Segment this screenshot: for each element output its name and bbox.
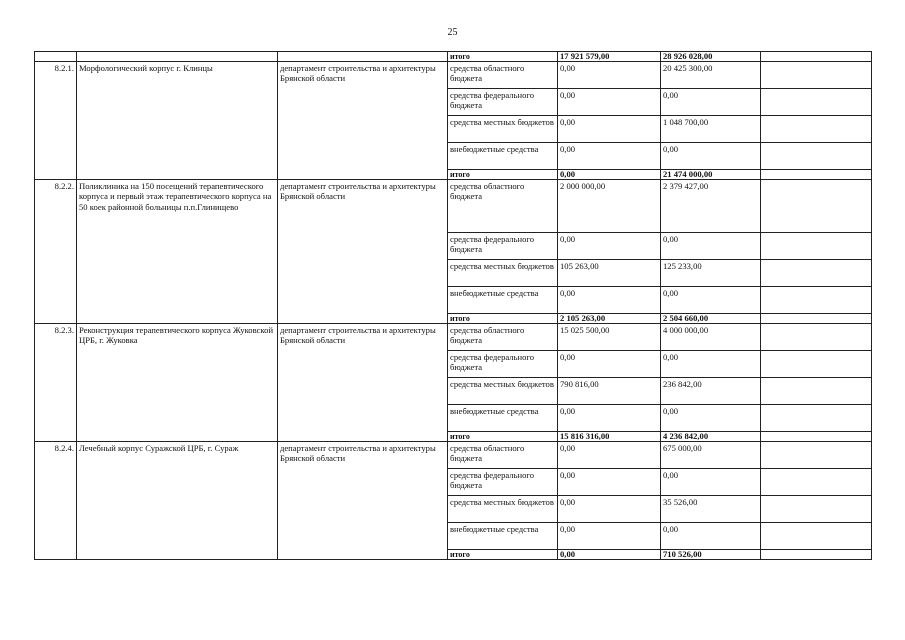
funding-value-2: 35 526,00 [661,496,761,523]
project-executor: департамент строительства и архитектуры Брянской области [278,62,448,180]
empty-cell [761,116,872,143]
empty-cell [761,378,872,405]
funding-value-1: 0,00 [558,62,661,89]
executor-cell [278,52,448,62]
empty-cell [761,314,872,324]
funding-value-1: 0,00 [558,233,661,260]
funding-source: средства областного бюджета [448,324,558,351]
empty-cell [761,469,872,496]
funding-source: внебюджетные средства [448,523,558,550]
empty-cell [761,260,872,287]
funding-value-1: 0,00 [558,523,661,550]
funding-value-1: 15 025 500,00 [558,324,661,351]
name-cell [77,52,278,62]
project-number: 8.2.3. [35,324,77,442]
empty-cell [761,89,872,116]
funding-value-2: 125 233,00 [661,260,761,287]
project-executor: департамент строительства и архитектуры Брянской области [278,180,448,324]
funding-source: средства федерального бюджета [448,351,558,378]
total-value-1: 0,00 [558,550,661,560]
project-executor: департамент строительства и архитектуры Брянской области [278,324,448,442]
empty-cell [761,442,872,469]
funding-value-1: 0,00 [558,287,661,314]
empty-cell [761,143,872,170]
funding-value-1: 0,00 [558,89,661,116]
project-name: Реконструкция терапевтического корпуса Жуковской ЦРБ, г. Жуковка [77,324,278,442]
empty-cell [761,496,872,523]
funding-value-1: 2 000 000,00 [558,180,661,233]
total-value-1: 2 105 263,00 [558,314,661,324]
empty-cell [761,233,872,260]
funding-row [35,180,872,233]
funding-value-2: 0,00 [661,469,761,496]
funding-row [35,442,872,469]
empty-cell [761,405,872,432]
funding-value-2: 2 379 427,00 [661,180,761,233]
funding-value-1: 0,00 [558,442,661,469]
empty-cell [761,62,872,89]
funding-source: средства местных бюджетов [448,378,558,405]
funding-value-2: 675 000,00 [661,442,761,469]
number-cell [35,52,77,62]
funding-source: средства федерального бюджета [448,469,558,496]
funding-value-1: 0,00 [558,143,661,170]
funding-value-1: 0,00 [558,116,661,143]
total-label: итого [448,170,558,180]
funding-source: средства областного бюджета [448,442,558,469]
empty-cell [761,52,872,62]
project-number: 8.2.1. [35,62,77,180]
empty-cell [761,180,872,233]
project-number: 8.2.4. [35,442,77,560]
project-name: Поликлиника на 150 посещений терапевтического корпуса и первый этаж терапевтического корпуса на 50 коек районной больницы п.п.Глинищево [77,180,278,324]
total-value-2: 2 504 660,00 [661,314,761,324]
total-value-1: 17 921 579,00 [558,52,661,62]
empty-cell [761,523,872,550]
funding-source: средства местных бюджетов [448,260,558,287]
funding-source: средства областного бюджета [448,180,558,233]
funding-value-1: 790 816,00 [558,378,661,405]
page-number: 25 [447,27,458,38]
budget-table [34,51,872,560]
empty-cell [761,170,872,180]
total-value-1: 0,00 [558,170,661,180]
total-value-2: 4 236 842,00 [661,432,761,442]
total-value-1: 15 816 316,00 [558,432,661,442]
funding-source: средства федерального бюджета [448,233,558,260]
funding-source: средства областного бюджета [448,62,558,89]
empty-cell [761,351,872,378]
total-label: итого [448,550,558,560]
empty-cell [761,432,872,442]
total-label: итого [448,52,558,62]
funding-source: средства федерального бюджета [448,89,558,116]
funding-value-2: 0,00 [661,405,761,432]
funding-value-2: 1 048 700,00 [661,116,761,143]
project-number: 8.2.2. [35,180,77,324]
total-value-2: 21 474 000,00 [661,170,761,180]
funding-value-2: 0,00 [661,143,761,170]
funding-value-2: 0,00 [661,89,761,116]
top-total-row [35,52,872,62]
total-value-2: 710 526,00 [661,550,761,560]
funding-value-1: 0,00 [558,496,661,523]
empty-cell [761,550,872,560]
funding-source: средства местных бюджетов [448,496,558,523]
funding-value-2: 236 842,00 [661,378,761,405]
total-label: итого [448,432,558,442]
project-executor: департамент строительства и архитектуры Брянской области [278,442,448,560]
funding-row [35,62,872,89]
funding-value-1: 105 263,00 [558,260,661,287]
funding-source: средства местных бюджетов [448,116,558,143]
funding-row [35,324,872,351]
project-name: Лечебный корпус Суражской ЦРБ, г. Сураж [77,442,278,560]
funding-value-2: 0,00 [661,523,761,550]
funding-source: внебюджетные средства [448,287,558,314]
total-label: итого [448,314,558,324]
project-name: Морфологический корпус г. Клинцы [77,62,278,180]
funding-value-2: 0,00 [661,233,761,260]
funding-source: внебюджетные средства [448,405,558,432]
total-value-2: 28 926 028,00 [661,52,761,62]
empty-cell [761,287,872,314]
funding-value-2: 0,00 [661,287,761,314]
funding-value-1: 0,00 [558,469,661,496]
funding-value-2: 0,00 [661,351,761,378]
funding-value-1: 0,00 [558,405,661,432]
funding-value-2: 4 000 000,00 [661,324,761,351]
funding-source: внебюджетные средства [448,143,558,170]
funding-value-2: 20 425 300,00 [661,62,761,89]
empty-cell [761,324,872,351]
funding-value-1: 0,00 [558,351,661,378]
